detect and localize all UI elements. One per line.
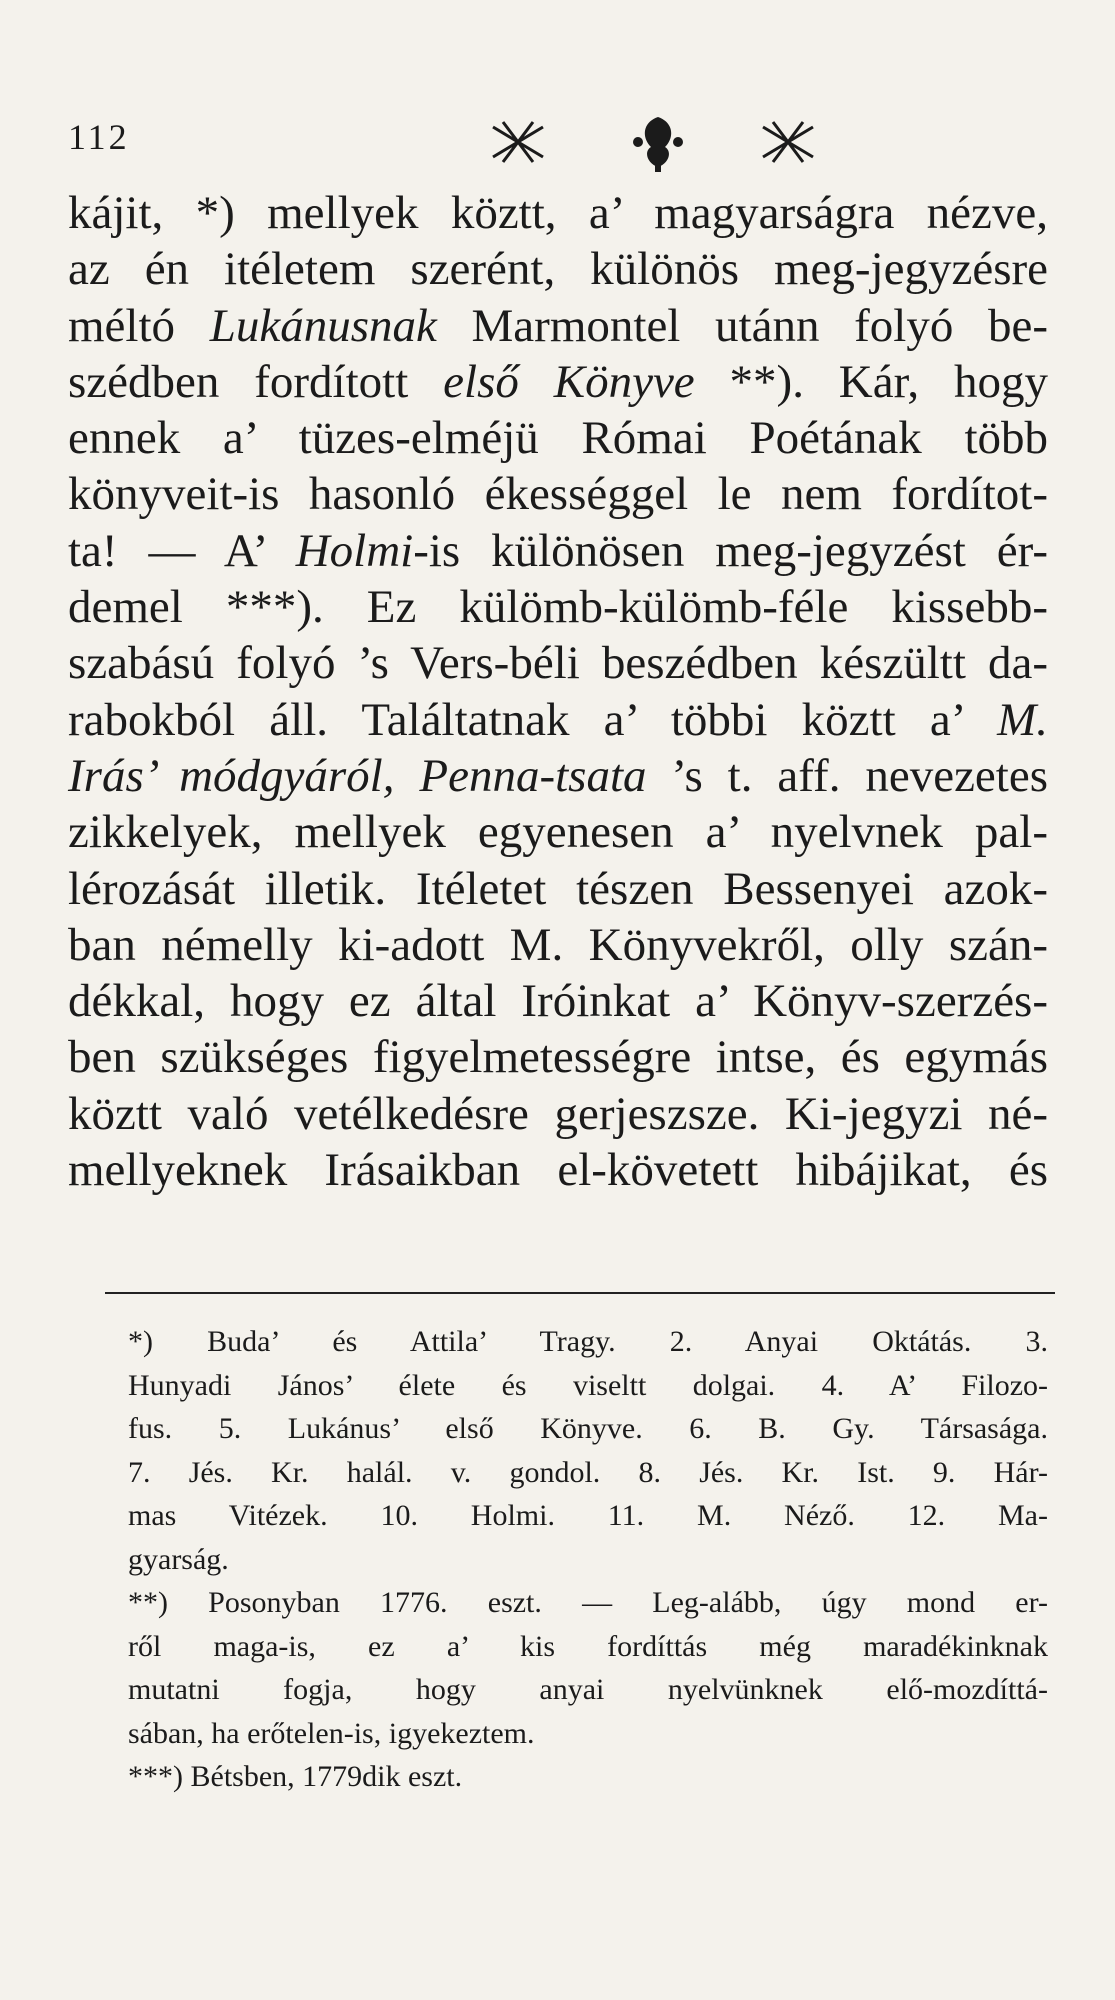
text-line — [68, 579, 1048, 635]
footnote-line: 7. Jés. Kr. halál. v. gondol. 8. Jés. Kr. Ist. 9. Hár- — [128, 1455, 1048, 1489]
italic-text: Irás’ módgyáról, Penna-tsata — [68, 749, 647, 802]
italic-text: első Könyve — [443, 355, 695, 408]
text-line — [68, 748, 1048, 804]
text-span: demel ***). Ez külömb-külömb-féle kissebb- — [68, 581, 1048, 634]
text-span: Marmontel utánn folyó be- — [436, 299, 1048, 352]
page-number: 112 — [68, 117, 130, 157]
text-line — [68, 354, 1048, 410]
text-line — [68, 861, 1048, 917]
text-span: szabású folyó ’s Vers-béli beszédben készültt da- — [68, 637, 1048, 690]
text-span: ban némelly ki-adott M. Könyvekről, olly szán- — [68, 918, 1048, 971]
footnote-line: ***) Bétsben, 1779dik eszt. — [128, 1760, 463, 1793]
footnote-line: *) Buda’ és Attila’ Tragy. 2. Anyai Oktátás. 3. — [128, 1325, 1048, 1358]
text-line — [68, 917, 1048, 973]
text-span: dékkal, hogy ez által Iróinkat a’ Könyv-szerzés- — [68, 975, 1048, 1028]
text-line — [68, 185, 1048, 241]
footnote-line: mutatni fogja, hogy anyai nyelvünknek elő-mozdíttá- — [128, 1673, 1048, 1706]
footnote-line: fus. 5. Lukánus’ első Könyve. 6. B. Gy. Társasága. — [128, 1412, 1048, 1445]
footnote-line: Hunyadi János’ élete és viseltt dolgai. 4. A’ Filozo- — [128, 1368, 1048, 1402]
text-span: ’s t. aff. nevezetes — [646, 749, 1048, 802]
text-span: köztt való vetélkedésre gerjeszsze. Ki-jegyzi né- — [68, 1087, 1048, 1140]
text-span: zikkelyek, mellyek egyenesen a’ nyelvnek pal- — [68, 806, 1048, 859]
text-span: ennek a’ tüzes-elméjü Római Poétának több — [68, 412, 1048, 465]
main-text — [68, 185, 1048, 1198]
text-span: **). Kár, hogy — [694, 355, 1048, 408]
text-span: szédben fordított — [68, 355, 444, 408]
text-line — [68, 298, 1048, 354]
text-line — [68, 973, 1048, 1029]
footnote-line: gyarság. — [128, 1542, 229, 1576]
text-line — [68, 804, 1048, 860]
text-line — [68, 1142, 1048, 1198]
footnote-line: sában, ha erőtelen-is, igyekeztem. — [128, 1716, 535, 1750]
text-span: rabokból áll. Találtatnak a’ többi köztt a’ — [68, 693, 998, 746]
text-span: ben szükséges figyelmetességre intse, és egymás — [68, 1031, 1048, 1084]
italic-text: M. — [997, 693, 1048, 746]
text-span: lérozását illetik. Itéletet tészen Bessenyei azok- — [68, 862, 1048, 915]
text-line — [68, 1029, 1048, 1085]
text-line — [68, 1086, 1048, 1142]
text-line — [68, 466, 1048, 522]
text-line — [68, 241, 1048, 297]
page-header — [68, 112, 1048, 182]
text-span: ta! — A’ — [68, 524, 296, 577]
text-line — [68, 410, 1048, 466]
footnote-line: **) Posonyban 1776. eszt. — Leg-alább, úgy mond er- — [128, 1586, 1048, 1619]
text-span: -is különösen meg-jegyzést ér- — [413, 524, 1048, 577]
text-line — [68, 635, 1048, 691]
text-line — [68, 692, 1048, 748]
footnote-divider — [105, 1292, 1055, 1294]
text-span: kájit, *) mellyek köztt, a’ magyarságra nézve, — [68, 187, 1048, 239]
text-span: méltó — [68, 299, 210, 352]
ornament-icon — [483, 112, 843, 172]
italic-text: Lukánusnak — [209, 299, 437, 352]
text-line — [68, 523, 1048, 579]
footnote-line: ről maga-is, ez a’ kis fordíttás még maradékinknak — [128, 1629, 1048, 1663]
footnotes — [128, 1320, 1048, 1799]
text-span: mellyeknek Irásaikban el-követett hibájikat, és — [68, 1144, 1048, 1197]
text-span: könyveit-is hasonló ékességgel le nem fordítot- — [68, 468, 1048, 521]
italic-text: Holmi — [295, 524, 414, 577]
text-span: az én itéletem szerént, különös meg-jegyzésre — [68, 243, 1048, 296]
footnote-line: mas Vitézek. 10. Holmi. 11. M. Néző. 12. Ma- — [128, 1499, 1048, 1532]
